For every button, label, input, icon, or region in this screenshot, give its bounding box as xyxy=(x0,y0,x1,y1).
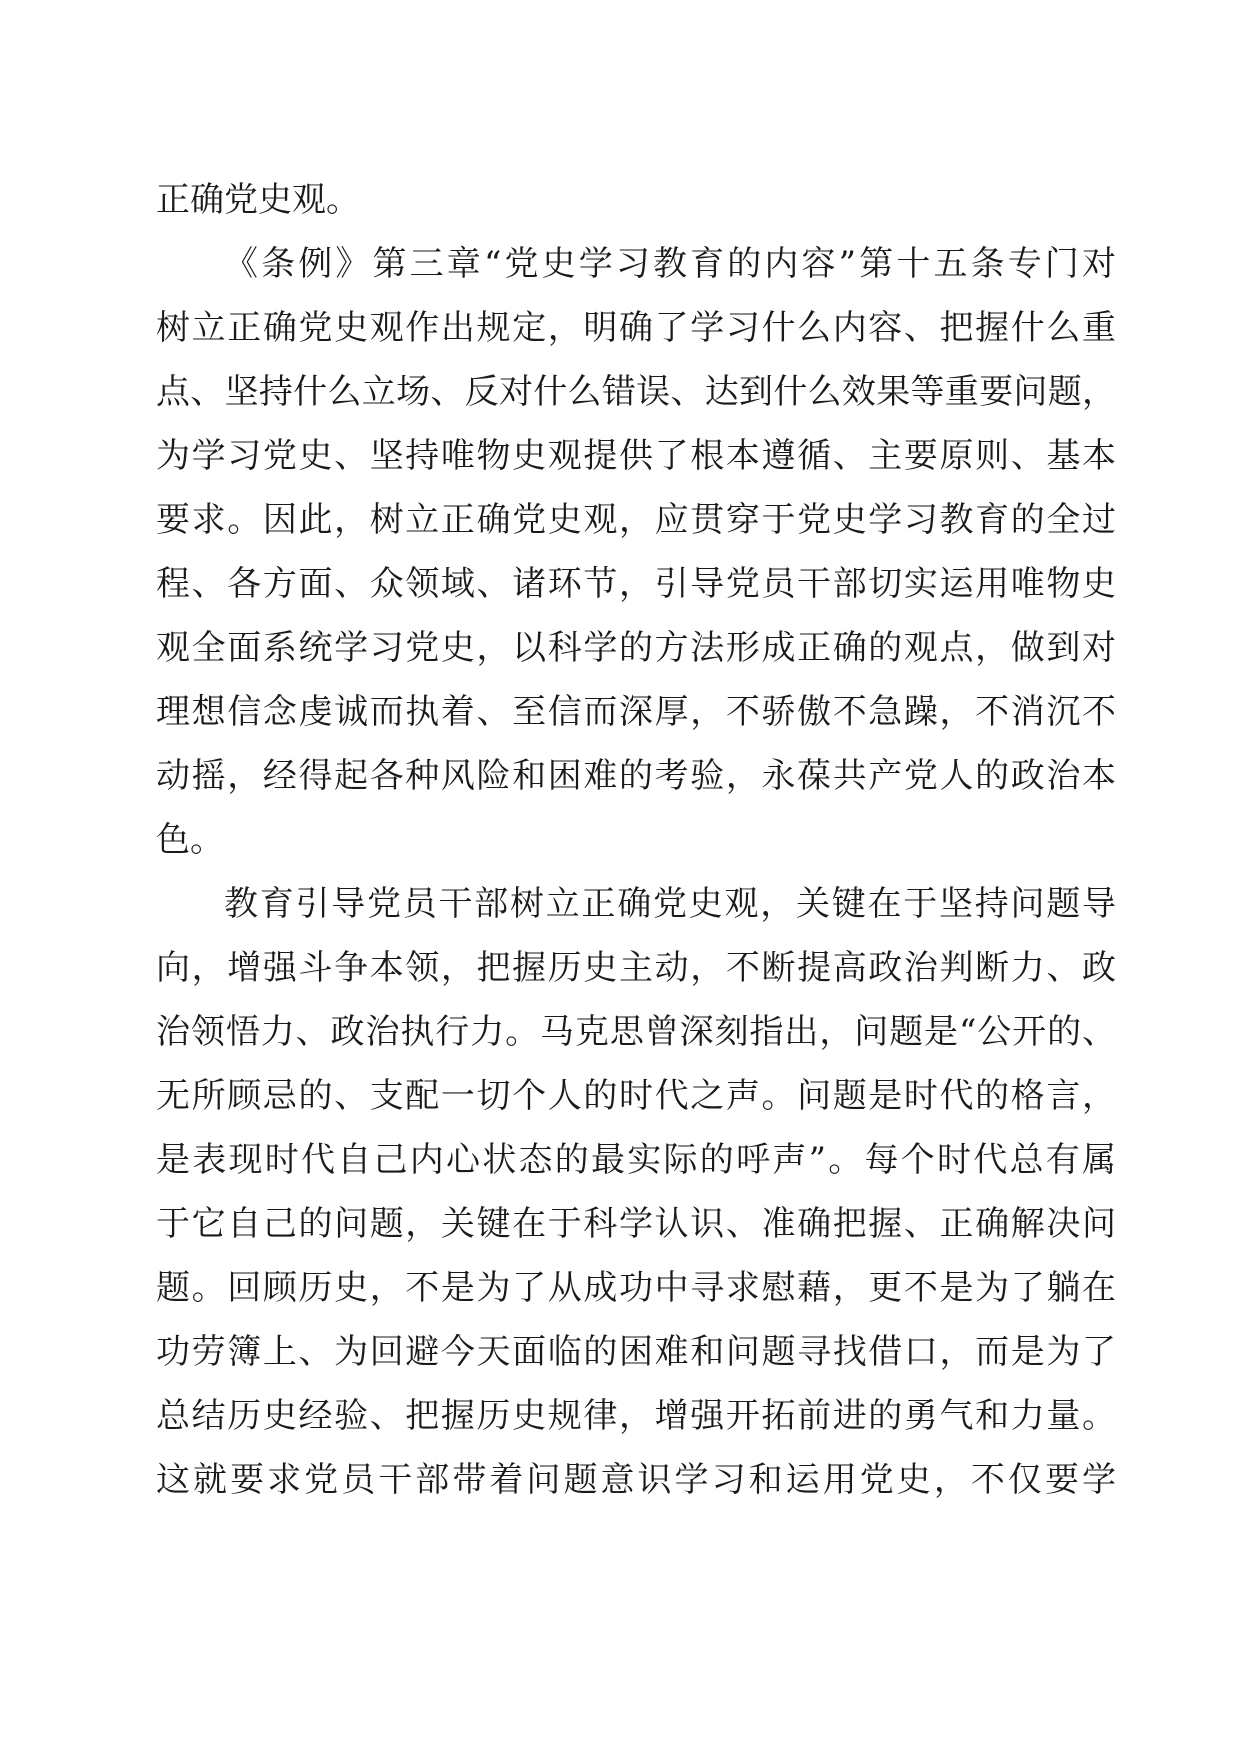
text-line: 色。 xyxy=(156,820,224,860)
text-line: 总结历史经验、把握历史规律，增强开拓前进的勇气和力量。 xyxy=(156,1396,1116,1436)
text-line: 功劳簿上、为回避今天面临的困难和问题寻找借口，而是为了 xyxy=(156,1332,1116,1372)
text-line: 这就要求党员干部带着问题意识学习和运用党史，不仅要学 xyxy=(156,1460,1116,1500)
text-line: 点、坚持什么立场、反对什么错误、达到什么效果等重要问题， xyxy=(156,372,1116,412)
text-line: 理想信念虔诚而执着、至信而深厚，不骄傲不急躁，不消沉不 xyxy=(156,692,1116,732)
text-line: 治领悟力、政治执行力。马克思曾深刻指出，问题是“公开的、 xyxy=(156,1012,1116,1052)
text-line: 观全面系统学习党史，以科学的方法形成正确的观点，做到对 xyxy=(156,628,1116,668)
text-line: 教育引导党员干部树立正确党史观，关键在于坚持问题导 xyxy=(224,884,1116,924)
text-line: 为学习党史、坚持唯物史观提供了根本遵循、主要原则、基本 xyxy=(156,436,1116,476)
text-line: 无所顾忌的、支配一切个人的时代之声。问题是时代的格言， xyxy=(156,1076,1116,1116)
paragraph-2 xyxy=(156,232,1116,872)
text-line: 题。回顾历史，不是为了从成功中寻求慰藉，更不是为了躺在 xyxy=(156,1268,1116,1308)
text-line: 要求。因此，树立正确党史观，应贯穿于党史学习教育的全过 xyxy=(156,500,1116,540)
text-line: 向，增强斗争本领，把握历史主动，不断提高政治判断力、政 xyxy=(156,948,1116,988)
text-line: 动摇，经得起各种风险和困难的考验，永葆共产党人的政治本 xyxy=(156,756,1116,796)
body-text xyxy=(156,168,1116,1512)
text-line: 于它自己的问题，关键在于科学认识、准确把握、正确解决问 xyxy=(156,1204,1116,1244)
text-line: 正确党史观。 xyxy=(156,180,360,220)
text-line: 程、各方面、众领域、诸环节，引导党员干部切实运用唯物史 xyxy=(156,564,1116,604)
paragraph-1 xyxy=(156,168,1116,232)
text-line: 《条例》第三章“党史学习教育的内容”第十五条专门对 xyxy=(224,244,1116,284)
paragraph-3 xyxy=(156,872,1116,1512)
text-line: 树立正确党史观作出规定，明确了学习什么内容、把握什么重 xyxy=(156,308,1116,348)
text-line: 是表现时代自己内心状态的最实际的呼声”。每个时代总有属 xyxy=(156,1140,1116,1180)
